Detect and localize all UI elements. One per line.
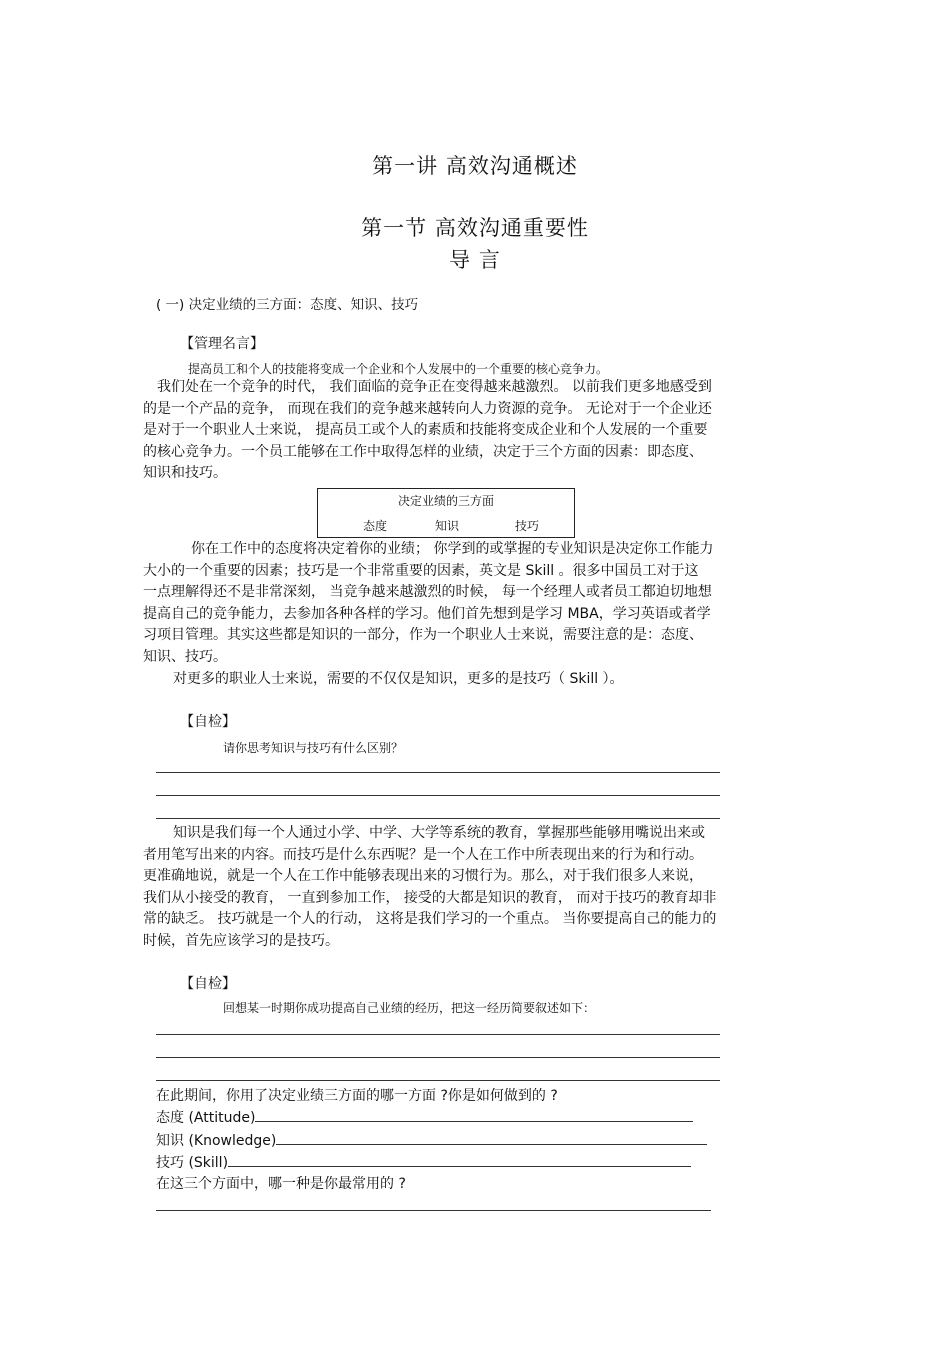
answer-line[interactable] xyxy=(156,1034,720,1035)
box-item-attitude: 态度 xyxy=(363,519,388,533)
paragraph-line: 提高自己的竞争能力，去参加各种各样的学习。他们首先想到是学习 MBA，学习英语或者学 xyxy=(143,605,711,622)
selfcheck-question: 请你思考知识与技巧有什么区别？ xyxy=(223,741,404,755)
selfcheck-label: 【自检】 xyxy=(180,714,236,730)
three-aspects-box xyxy=(317,488,575,538)
paragraph-skill xyxy=(143,539,803,690)
answer-line[interactable] xyxy=(156,1057,720,1058)
paragraph-line: 知识是我们每一个人通过小学、中学、大学等系统的教育，掌握那些能够用嘴说出来或 xyxy=(173,825,705,841)
box-item-skill: 技巧 xyxy=(515,519,540,533)
paragraph-line: 知识和技巧。 xyxy=(143,465,227,482)
skill-label: 技巧 (Skill) xyxy=(156,1155,229,1171)
quote-label: 【管理名言】 xyxy=(180,336,264,352)
paragraph-line: 的核心竞争力。一个员工能够在工作中取得怎样的业绩，决定于三个方面的因素：即态度、 xyxy=(143,443,703,460)
intro-title: 导 言 xyxy=(449,248,501,272)
paragraph-line: 我们从小接受的教育， 一直到参加工作， 接受的大都是知识的教育， 而对于技巧的教育却非 xyxy=(143,889,717,906)
attitude-answer-line[interactable] xyxy=(255,1107,693,1122)
answer-line[interactable] xyxy=(156,1080,720,1081)
paragraph-line: 习项目管理。其实这些都是知识的一部分，作为一个职业人士来说，需要注意的是：态度、 xyxy=(143,627,703,644)
lecture-title: 第一讲 高效沟通概述 xyxy=(372,154,578,178)
paragraph-line: 你在工作中的态度将决定着你的业绩； 你学到的或掌握的专业知识是决定你工作能力 xyxy=(191,541,714,557)
form-question-aspect: 在此期间，你用了决定业绩三方面的哪一方面 ?你是如何做到的 ? xyxy=(156,1088,558,1104)
selfcheck-label: 【自检】 xyxy=(180,976,236,992)
answer-line[interactable] xyxy=(156,795,720,796)
skill-answer-line[interactable] xyxy=(228,1152,691,1167)
form-question-most-used: 在这三个方面中，哪一种是你最常用的 ? xyxy=(156,1176,406,1192)
paragraph-line: 一点理解得还不是非常深刻， 当竞争越来越激烈的时候， 每一个经理人或者员工都迫切地想 xyxy=(143,584,712,601)
form-row-knowledge xyxy=(156,1130,707,1150)
paragraph-line: 者用笔写出来的内容。而技巧是什么东西呢？是一个人在工作中所表现出来的行为和行动。 xyxy=(143,846,703,863)
answer-line[interactable] xyxy=(156,818,720,819)
paragraph-line: 是对于一个职业人士来说， 提高员工或个人的素质和技能将变成企业和个人发展的一个重要 xyxy=(143,422,708,439)
heading-three-aspects: ( 一) 决定业绩的三方面：态度、知识、技巧 xyxy=(156,297,419,313)
form-row-attitude xyxy=(156,1107,693,1127)
paragraph-knowledge-vs-skill xyxy=(143,823,803,953)
paragraph-line: 大小的一个重要的因素；技巧是一个非常重要的因素，英文是 Skill 。很多中国员工对于这 xyxy=(143,562,699,579)
quote-text: 提高员工和个人的技能将变成一个企业和个人发展中的一个重要的核心竞争力。 xyxy=(188,362,609,376)
paragraph-competition xyxy=(143,377,803,485)
paragraph-line: 的是一个产品的竞争， 而现在我们的竞争越来越转向人力资源的竞争。 无论对于一个企业还 xyxy=(143,400,712,417)
answer-line[interactable] xyxy=(156,1210,711,1211)
knowledge-answer-line[interactable] xyxy=(276,1130,707,1145)
selfcheck-question: 回想某一时期你成功提高自己业绩的经历，把这一经历简要叙述如下： xyxy=(223,1001,596,1015)
box-caption: 决定业绩的三方面 xyxy=(397,494,494,508)
box-item-knowledge: 知识 xyxy=(435,519,460,533)
paragraph-line: 时候，首先应该学习的是技巧。 xyxy=(143,932,339,949)
attitude-label: 态度 (Attitude) xyxy=(156,1110,256,1126)
form-row-skill xyxy=(156,1152,691,1172)
paragraph-line: 知识、技巧。 xyxy=(143,648,227,665)
paragraph-line: 我们处在一个竞争的时代， 我们面临的竞争正在变得越来越激烈。 以前我们更多地感受到 xyxy=(157,379,712,395)
section-title: 第一节 高效沟通重要性 xyxy=(361,216,589,240)
paragraph-line: 对更多的职业人士来说，需要的不仅仅是知识，更多的是技巧（ Skill ）。 xyxy=(173,670,624,687)
paragraph-line: 常的缺乏。 技巧就是一个人的行动， 这将是我们学习的一个重点。 当你要提高自己的能力的 xyxy=(143,911,717,928)
knowledge-label: 知识 (Knowledge) xyxy=(156,1133,277,1149)
paragraph-line: 更准确地说，就是一个人在工作中能够表现出来的习惯行为。那么，对于我们很多人来说， xyxy=(143,868,703,885)
answer-line[interactable] xyxy=(156,772,720,773)
